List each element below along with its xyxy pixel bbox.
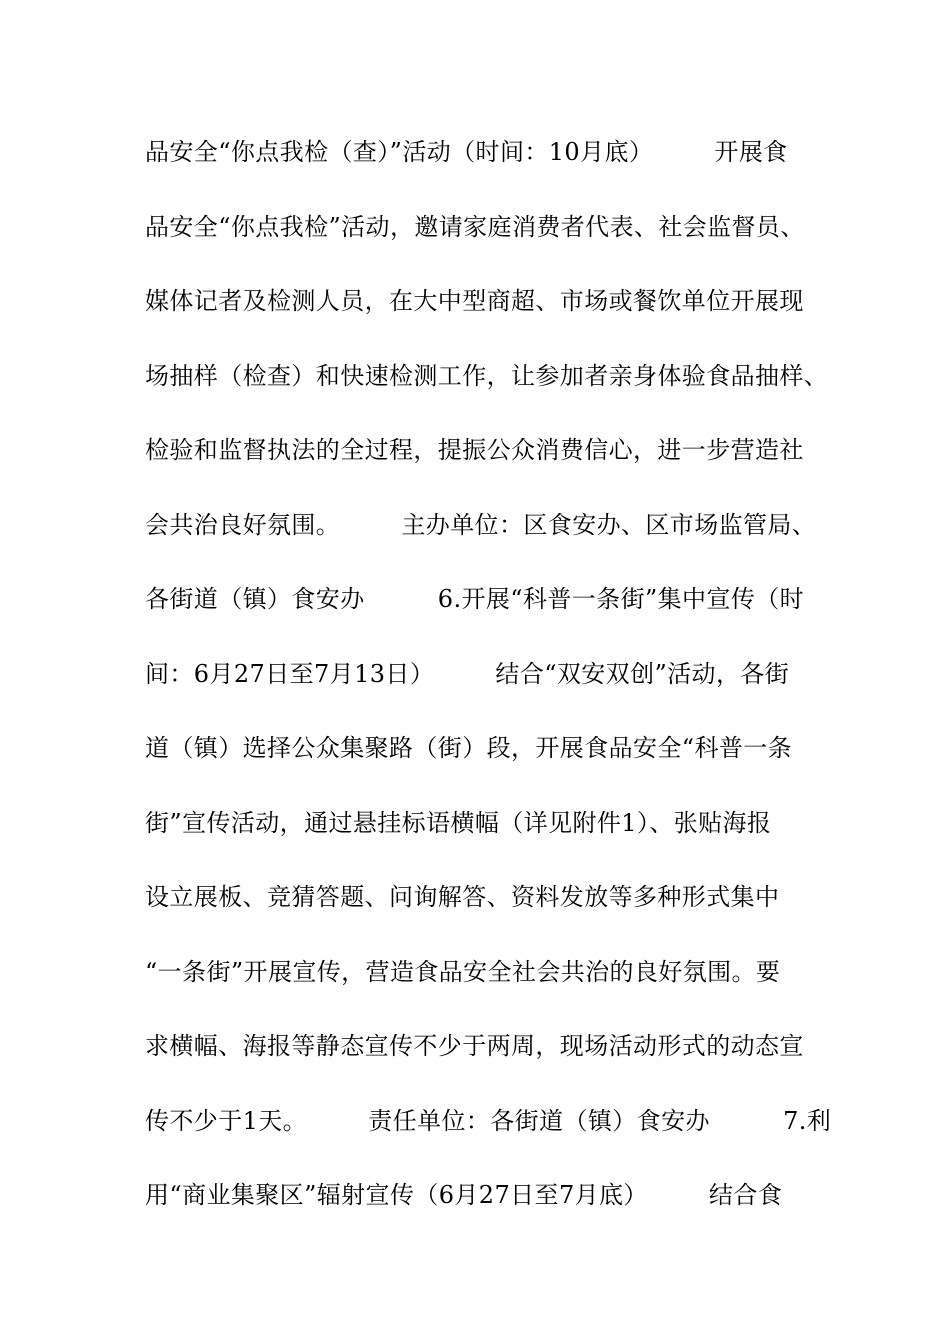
text-line-12: “一条街”开展宣传，营造食品安全社会共治的良好氛围。要 [145,957,781,986]
text-line-13: 求横幅、海报等静态宣传不少于两周，现场活动形式的动态宣 [145,1032,804,1060]
text-line-15: 用“商业集聚区”辐射宣传（6月27日至7月底） 结合食 [145,1181,783,1209]
text-line-1: 品安全“你点我检（查）”活动（时间：10月底） 开展食 [145,138,788,166]
text-line-4: 场抽样（检查）和快速检测工作，让参加者亲身体验食品抽样、 [145,361,829,390]
text-line-14: 传不少于1天。 责任单位：各街道（镇）食安办 7.利 [145,1106,832,1135]
text-line-5: 检验和监督执法的全过程，提振公众消费信心，进一步营造社 [145,436,804,464]
text-line-9: 道（镇）选择公众集聚路（街）段，开展食品安全“科普一条 [145,734,793,762]
text-line-8: 间：6月27日至7月13日） 结合“双安双创”活动，各街 [145,659,790,688]
text-line-7: 各街道（镇）食安办 6.开展“科普一条街”集中宣传（时 [145,585,805,613]
text-line-3: 媒体记者及检测人员，在大中型商超、市场或餐饮单位开展现 [145,287,804,315]
body-text [145,133,835,1251]
text-line-6: 会共治良好氛围。 主办单位：区食安办、区市场监管局、 [145,510,817,539]
text-line-10: 街”宣传活动，通过悬挂标语横幅（详见附件1）、张贴海报 [145,808,772,837]
text-line-2: 品安全“你点我检”活动，邀请家庭消费者代表、社会监督员、 [145,212,805,241]
text-line-11: 设立展板、竞猜答题、问询解答、资料发放等多种形式集中 [145,883,780,911]
